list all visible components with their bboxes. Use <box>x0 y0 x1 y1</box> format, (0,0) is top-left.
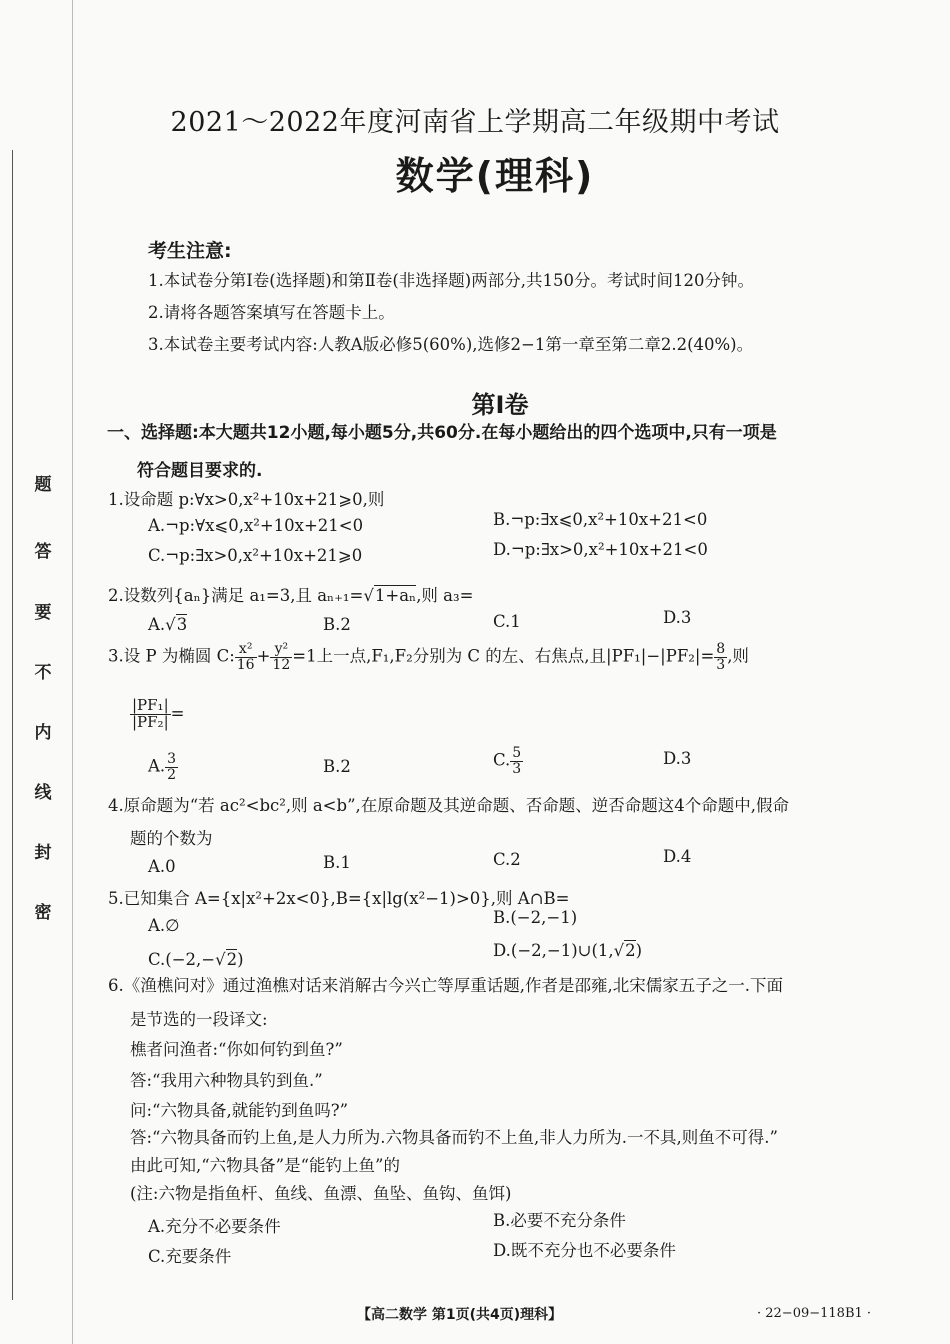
question-6-stem-cont: 是节选的一段译文: <box>130 1010 268 1029</box>
question-4-option-a: A.0 <box>148 857 176 876</box>
question-1-stem: 1.设命题 p:∀x>0,x²+10x+21⩾0,则 <box>108 490 385 509</box>
option-text-end: ) <box>237 950 244 969</box>
question-3-option-d: D.3 <box>663 749 692 768</box>
notice-heading: 考生注意: <box>148 240 232 262</box>
question-2-option-d: D.3 <box>663 608 692 627</box>
option-label: C. <box>493 750 511 770</box>
fraction-x2-16 <box>235 642 257 672</box>
option-radicand: 2 <box>226 950 238 969</box>
question-1-option-c: C.¬p:∃x>0,x²+10x+21⩾0 <box>148 546 363 565</box>
frac-den: 16 <box>236 656 255 673</box>
question-1-option-b: B.¬p:∃x⩽0,x²+10x+21<0 <box>493 510 708 529</box>
q3-stem-end: ,则 <box>727 646 749 666</box>
question-2-stem <box>108 582 473 606</box>
seal-char: 题 <box>34 475 52 495</box>
option-label: A. <box>148 756 166 776</box>
frac-num: x² <box>235 642 257 658</box>
question-1-option-d: D.¬p:∃x>0,x²+10x+21<0 <box>493 540 708 559</box>
part-title: 第Ⅰ卷 <box>471 391 529 419</box>
frac-den: 12 <box>272 656 291 673</box>
question-2-option-b: B.2 <box>323 615 351 634</box>
question-3-option-b: B.2 <box>323 757 351 776</box>
option-text: D.(−2,−1)∪(1, <box>493 941 614 960</box>
question-4-option-c: C.2 <box>493 850 521 869</box>
dialogue-line: 问:“六物具备,就能钓到鱼吗?” <box>130 1101 349 1120</box>
question-5-option-a: A.∅ <box>148 916 180 935</box>
frac-den: 3 <box>716 656 726 673</box>
question-6-stem: 6.《渔樵问对》通过渔樵对话来消解古今兴亡等厚重话题,作者是邵雍,北宋儒家五子之一.下面 <box>108 976 783 995</box>
question-6-option-d: D.既不充分也不必要条件 <box>493 1241 676 1260</box>
frac-num: |PF₁| <box>132 696 169 714</box>
binding-margin <box>0 0 75 1344</box>
option-text-end: ) <box>635 941 643 960</box>
seal-char: 线 <box>34 783 52 803</box>
margin-line <box>72 0 73 1344</box>
q2-stem-text-end: ,则 a₃= <box>416 586 474 605</box>
page-footer: 【高二数学 第1页(共4页)理科】 <box>357 1307 563 1323</box>
question-5-stem: 5.已知集合 A={x|x²+2x<0},B={x|lg(x²−1)>0},则 A∩B= <box>108 889 570 908</box>
equals-sign: = <box>170 703 185 723</box>
dialogue-line: 由此可知,“六物具备”是“能钓上鱼”的 <box>130 1156 400 1175</box>
seal-char: 密 <box>34 903 52 923</box>
seal-char: 封 <box>34 843 52 863</box>
question-3-ratio <box>130 698 184 731</box>
question-6-option-b: B.必要不充分条件 <box>493 1211 626 1230</box>
seal-char: 不 <box>34 663 52 683</box>
question-3-option-a <box>148 752 178 782</box>
question-4-option-d: D.4 <box>663 847 692 866</box>
dialogue-line: 樵者问渔者:“你如何钓到鱼?” <box>130 1040 343 1059</box>
frac-num: 5 <box>512 745 522 761</box>
frac-den: |PF₂| <box>132 712 169 731</box>
question-2-option-a <box>148 615 187 634</box>
dialogue-line: 答:“我用六种物具钓到鱼.” <box>130 1071 323 1090</box>
fraction-5-3 <box>510 746 523 776</box>
question-6-option-c: C.充要条件 <box>148 1247 232 1266</box>
question-5-option-c <box>148 950 244 969</box>
option-text: C.(−2,− <box>148 950 216 969</box>
q2-stem-radicand: 1+aₙ <box>374 586 417 605</box>
seal-char: 内 <box>34 723 52 743</box>
sqrt-sign-icon: √ <box>613 941 625 960</box>
notice-item: 3.本试卷主要考试内容:人教A版必修5(60%),选修2−1第一章至第二章2.2(40%)。 <box>148 335 754 354</box>
question-3-option-c <box>493 746 523 776</box>
q3-stem-text: 3.设 P 为椭圆 C: <box>108 646 235 666</box>
binding-line <box>12 150 13 1300</box>
frac-den: 2 <box>167 766 177 783</box>
frac-num: y² <box>270 642 292 658</box>
section-instruction: 一、选择题:本大题共12小题,每小题5分,共60分.在每小题给出的四个选项中,只有一项是 <box>107 423 777 443</box>
seal-char: 要 <box>34 603 52 623</box>
question-4-stem: 4.原命题为“若 ac²<bc²,则 a<b”,在原命题及其逆命题、否命题、逆否命题这4个命题中,假命 <box>108 796 789 815</box>
question-3-stem <box>108 642 749 672</box>
q3-stem-mid: =1上一点,F₁,F₂分别为 C 的左、右焦点,且|PF₁|−|PF₂|= <box>292 646 715 666</box>
fraction-y2-12 <box>270 642 292 672</box>
exam-code: · 22−09−118B1 · <box>757 1306 872 1321</box>
sqrt-sign-icon: √ <box>215 950 226 969</box>
notice-item: 2.请将各题答案填写在答题卡上。 <box>148 303 395 322</box>
fraction-pf-ratio <box>130 698 171 731</box>
option-radicand: 3 <box>176 615 188 634</box>
question-4-option-b: B.1 <box>323 853 351 872</box>
question-2-option-c: C.1 <box>493 612 521 631</box>
frac-num: 3 <box>167 751 177 767</box>
question-4-stem-cont: 题的个数为 <box>130 829 213 848</box>
section-instruction-cont: 符合题目要求的. <box>137 461 263 481</box>
frac-den: 3 <box>512 760 522 777</box>
notice-item: 1.本试卷分第Ⅰ卷(选择题)和第Ⅱ卷(非选择题)两部分,共150分。考试时间120分钟。 <box>148 271 754 290</box>
sqrt-sign-icon: √ <box>165 615 176 634</box>
question-5-option-b: B.(−2,−1) <box>493 908 578 927</box>
fraction-3-2 <box>165 752 178 782</box>
question-1-option-a: A.¬p:∀x⩽0,x²+10x+21<0 <box>148 516 364 535</box>
seal-char: 答 <box>34 542 52 562</box>
fraction-8-3 <box>714 642 727 672</box>
plus-sign: + <box>256 646 271 666</box>
exam-title: 2021～2022年度河南省上学期高二年级期中考试 <box>170 107 780 138</box>
question-6-note: (注:六物是指鱼杆、鱼线、鱼漂、鱼坠、鱼钩、鱼饵) <box>130 1184 512 1203</box>
subject-title: 数学(理科) <box>395 154 595 198</box>
question-5-option-d <box>493 941 642 960</box>
question-6-option-a: A.充分不必要条件 <box>148 1217 281 1236</box>
frac-num: 8 <box>716 641 726 657</box>
option-radicand: 2 <box>625 941 636 960</box>
option-label: A. <box>148 615 166 634</box>
q2-stem-text: 2.设数列{aₙ}满足 a₁=3,且 aₙ₊₁= <box>108 586 364 605</box>
dialogue-line: 答:“六物具备而钓上鱼,是人力所为.六物具备而钓不上鱼,非人力所为.一不具,则鱼不可得.” <box>130 1128 778 1147</box>
sqrt-sign-icon: √ <box>363 586 374 605</box>
